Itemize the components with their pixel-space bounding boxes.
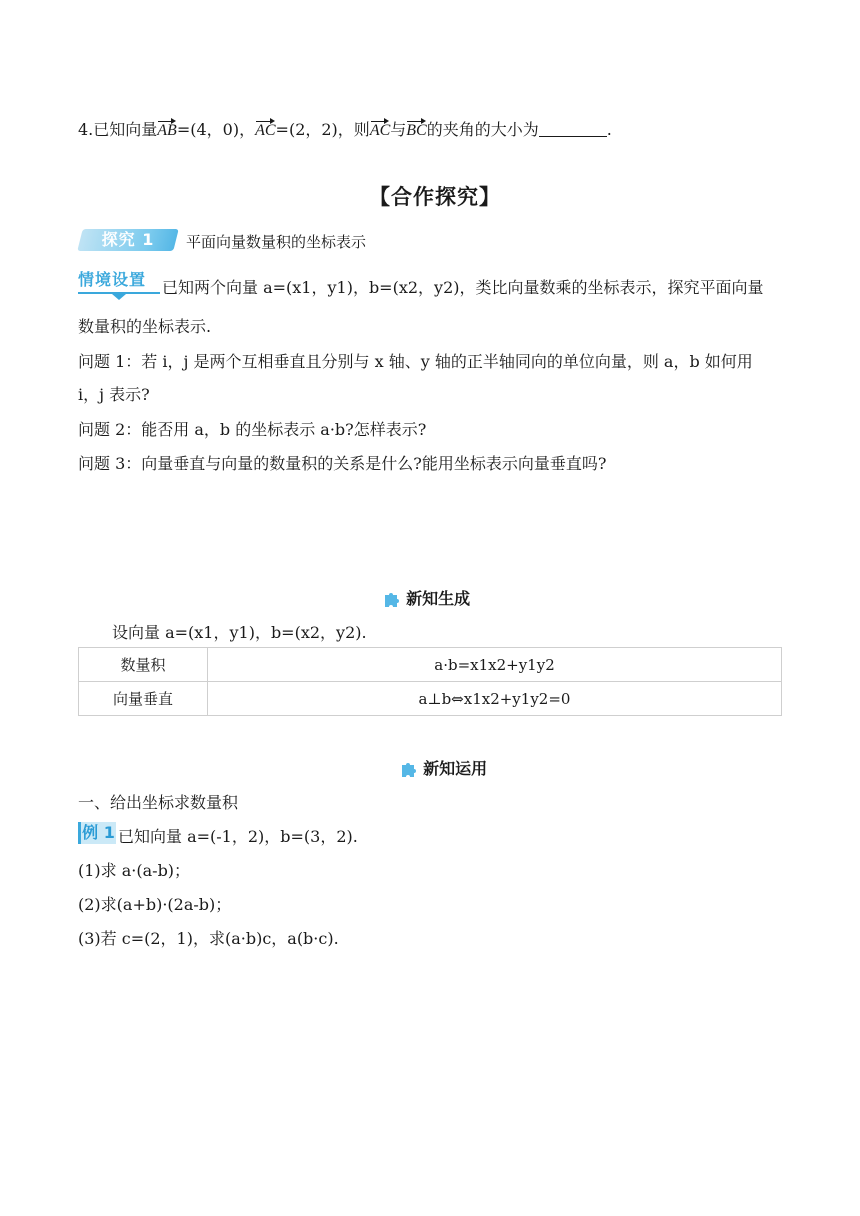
- application-heading: [400, 756, 487, 779]
- table-key: 数量积: [79, 648, 208, 682]
- q4-prefix: 4.已知向量: [78, 120, 158, 139]
- q4-end: .: [606, 120, 612, 139]
- question-2: 问题 2：能否用 a，b 的坐标表示 a·b?怎样表示?: [78, 420, 427, 439]
- vector-ac: AC: [255, 122, 276, 139]
- new-knowledge-label: 新知生成: [406, 589, 471, 608]
- vector-ab: AB: [157, 122, 177, 139]
- table-row: [79, 682, 782, 716]
- table-value: a⊥b⇔x1x2+y1y2=0: [208, 682, 782, 716]
- question-3: 问题 3：向量垂直与向量的数量积的关系是什么?能用坐标表示向量垂直吗?: [78, 454, 607, 473]
- explore-title: 平面向量数量积的坐标表示: [186, 233, 367, 251]
- application-label: 新知运用: [423, 759, 488, 778]
- table-value: a·b=x1x2+y1y2: [208, 648, 782, 682]
- q4-ac-value: =(2，2)，则: [275, 120, 370, 139]
- puzzle-icon: [383, 589, 401, 607]
- question-1-line-1: 问题 1：若 i，j 是两个互相垂直且分别与 x 轴、y 轴的正半轴同向的单位向量，则 a，b 如何用: [78, 352, 753, 371]
- explore-badge: [77, 229, 178, 251]
- answer-blank[interactable]: [539, 122, 607, 137]
- puzzle-icon: [400, 759, 418, 777]
- vector-ac-2: AC: [369, 122, 391, 139]
- situation-line-2: 数量积的坐标表示.: [78, 317, 212, 336]
- example-badge: 例 1: [78, 822, 116, 844]
- example-item-3: (3)若 c=(2，1)，求(a·b)c，a(b·c).: [78, 929, 339, 948]
- knowledge-table: [78, 647, 782, 716]
- new-knowledge-heading: [383, 586, 470, 609]
- application-part-title: 一、给出坐标求数量积: [78, 793, 239, 812]
- explore-badge-label: 探究 1: [101, 230, 155, 249]
- section-title: 【合作探究】: [369, 185, 501, 209]
- question-1-line-2: i，j 表示?: [78, 385, 150, 404]
- situation-line-1: 已知两个向量 a=(x1，y1)，b=(x2，y2)，类比向量数乘的坐标表示，探究平面向量: [162, 278, 764, 297]
- question-4: [78, 117, 612, 140]
- q4-suffix: 的夹角的大小为: [426, 120, 539, 139]
- situation-badge-label: 情境设置: [78, 270, 147, 289]
- example-item-2: (2)求(a+b)·(2a-b)；: [78, 895, 232, 914]
- table-key: 向量垂直: [79, 682, 208, 716]
- vector-bc: BC: [406, 122, 427, 139]
- situation-badge: [78, 268, 160, 294]
- new-knowledge-intro: 设向量 a=(x1，y1)，b=(x2，y2).: [112, 623, 367, 642]
- table-row: [79, 648, 782, 682]
- situation-pointer-icon: [112, 294, 126, 300]
- q4-ab-value: =(4，0)，: [176, 120, 256, 139]
- example-text: 已知向量 a=(-1，2)，b=(3，2).: [118, 827, 358, 846]
- example-item-1: (1)求 a·(a-b)；: [78, 861, 191, 880]
- q4-with: 与: [390, 120, 407, 139]
